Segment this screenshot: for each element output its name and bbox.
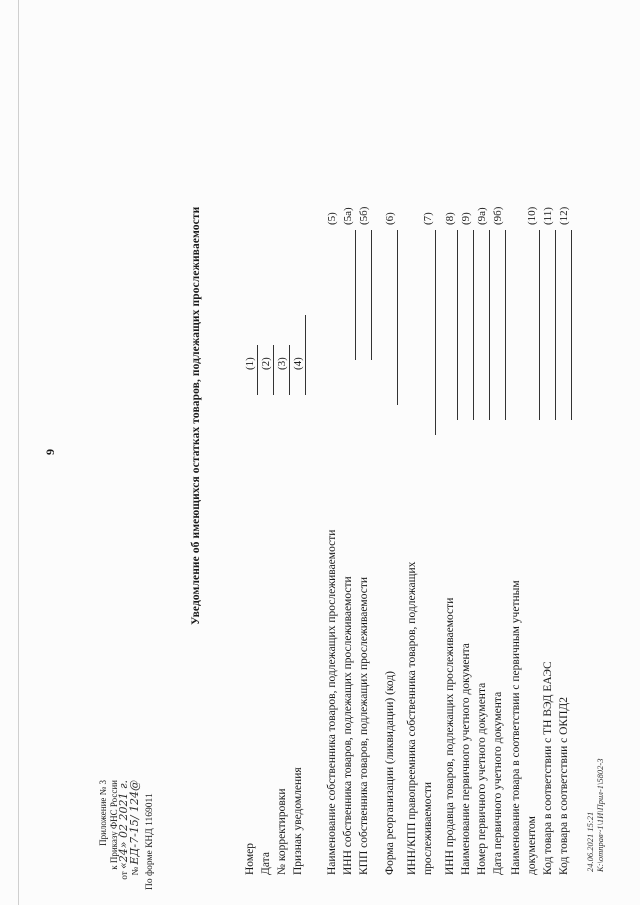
field-label-owner-name: Наименование собственника товаров, подлежащих прослеживаемости xyxy=(326,529,338,875)
field-label-date: Дата xyxy=(260,852,272,875)
field-line-reorganization-form xyxy=(397,230,398,405)
field-label-correction: № корректировки xyxy=(276,788,288,875)
page-number: 9 xyxy=(43,449,57,455)
field-code-owner-inn: (5а) xyxy=(342,207,354,225)
file-path: К:\отправ~1\1И\Прил-1\5802-3 xyxy=(595,758,605,872)
field-code-goods-name: (10) xyxy=(526,206,538,225)
field-code-document-date: (9б) xyxy=(492,206,504,225)
field-code-document-name: (9) xyxy=(460,212,472,225)
appendix-line-1: Приложение № 3 xyxy=(98,780,108,846)
field-code-reorganization-form: (6) xyxy=(384,212,396,225)
field-code-successor: (7) xyxy=(422,212,434,225)
field-line-goods-name xyxy=(539,230,540,420)
field-label-document-number: Номер первичного учетного документа xyxy=(476,682,488,875)
field-code-seller-inn: (8) xyxy=(444,212,456,225)
document-title: Уведомление об имеющихся остатках товаров, подлежащих прослеживаемости xyxy=(190,206,202,625)
field-label-document-date: Дата первичного учетного документа xyxy=(492,691,504,875)
field-label-successor: ИНН/КПП правопреемника собственника товаров, подлежащих xyxy=(406,561,418,875)
appendix-note xyxy=(98,780,140,880)
field-line-document-name xyxy=(473,230,474,420)
field-label-goods-name: Наименование товара в соответствии с первичным учетным xyxy=(510,580,522,875)
field-line-owner-kpp xyxy=(371,230,372,360)
field-label-reorganization-form: Форма реорганизации (ликвидации) (код) xyxy=(384,670,396,875)
field-code-date: (2) xyxy=(260,357,272,370)
field-code-owner-name: (5) xyxy=(326,212,338,225)
field-label-notice-type: Признак уведомления xyxy=(292,767,304,875)
field-code-owner-kpp: (5б) xyxy=(358,206,370,225)
field-label-tnved-code: Код товара в соответствии с ТН ВЭД ЕАЭС xyxy=(542,661,554,875)
field-label-seller-inn: ИНН продавца товаров, подлежащих прослеживаемости xyxy=(444,597,456,875)
form-reference: По форме КНД 1169011 xyxy=(145,793,155,890)
appendix-line-2: к Приказу ФНС России xyxy=(108,780,119,870)
field-line-okpd2-code xyxy=(571,230,572,420)
field-label-document-name: Наименование первичного учетного документа xyxy=(460,643,472,875)
appendix-date-prefix: от xyxy=(119,871,129,880)
handwritten-date: «24» 02 2021 г. xyxy=(117,780,130,869)
field-label-okpd2-code: Код товара в соответствии с ОКПД2 xyxy=(558,697,570,875)
field-line-notice-type xyxy=(305,315,306,395)
field-label-goods-name-cont: документом xyxy=(526,816,538,875)
field-code-notice-type: (4) xyxy=(292,357,304,370)
field-line-owner-inn xyxy=(355,230,356,360)
field-line-number xyxy=(257,345,258,395)
field-line-correction xyxy=(289,345,290,395)
field-line-document-number xyxy=(489,230,490,420)
appendix-number xyxy=(127,780,141,880)
print-footer xyxy=(585,759,605,873)
field-code-document-number: (9а) xyxy=(476,207,488,225)
field-label-owner-kpp: КПП собственника товаров, подлежащих прослеживаемости xyxy=(358,576,370,875)
field-code-correction: (3) xyxy=(276,357,288,370)
handwritten-number: ЕД-7-15/ 124@ xyxy=(127,780,141,865)
field-label-successor-cont: прослеживаемости xyxy=(422,781,434,875)
field-line-document-date xyxy=(505,230,506,420)
field-code-number: (1) xyxy=(244,357,256,370)
field-code-tnved-code: (11) xyxy=(542,207,554,225)
field-label-number: Номер xyxy=(244,843,256,875)
field-code-okpd2-code: (12) xyxy=(558,206,570,225)
print-timestamp: 24.06.2021 15:21 xyxy=(585,811,595,872)
field-line-tnved-code xyxy=(555,230,556,420)
field-line-successor xyxy=(435,230,436,435)
field-label-owner-inn: ИНН собственника товаров, подлежащих прослеживаемости xyxy=(342,576,354,875)
field-line-seller-inn xyxy=(457,230,458,420)
appendix-number-prefix: № xyxy=(129,866,140,876)
field-line-date xyxy=(273,345,274,395)
